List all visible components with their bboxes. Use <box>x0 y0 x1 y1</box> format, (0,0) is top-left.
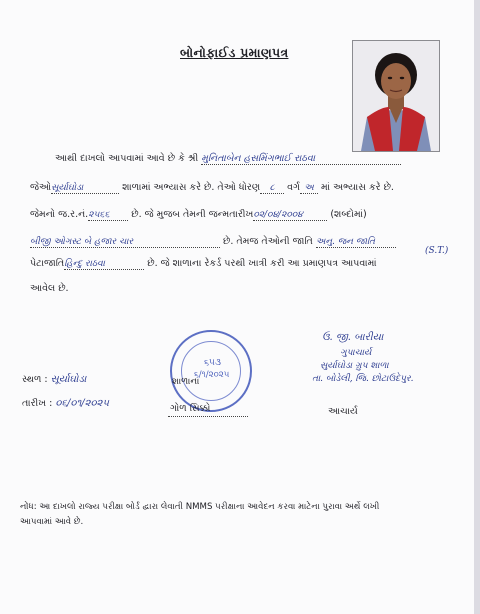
seal-caption-line <box>168 416 248 417</box>
dob-in-words: બીજી ઓગસ્ટ બે હજાર ચાર <box>30 237 220 248</box>
body-line-6: આવેલ છે. <box>30 283 69 294</box>
certificate-title: બોનોફાઈડ પ્રમાણપત્ર <box>180 45 289 60</box>
body-line-5 <box>30 258 377 270</box>
place-label: સ્થળ : <box>22 374 48 385</box>
school-seal <box>170 330 252 412</box>
date-of-birth: ૦૨/૦૪/૨૦૦૪ <box>253 210 327 221</box>
date-row <box>22 398 109 409</box>
school-name: સૂર્યાઘોડા <box>51 183 119 194</box>
seal-label: શાળાના <box>172 377 200 387</box>
line2-suffix: માં અભ્યાસ કરે છે. <box>321 182 394 193</box>
division-label: વર્ગ <box>287 182 300 193</box>
division-value: અ <box>300 183 318 194</box>
caste-note: (S.T.) <box>425 246 449 256</box>
seal-caption: ગોળ સિક્કો <box>170 403 211 414</box>
school-stamp-address: તા. બોડેલી, જિ. છોટાઉદેપુર. <box>312 374 414 384</box>
date-label: તારીખ : <box>22 398 53 409</box>
body-line-4 <box>30 236 396 248</box>
note-line-1: નોંધ: આ દાખલો રાજ્ય પરીક્ષા બોર્ડ દ્વારા લેવાતી NMMS પરીક્ષાના આવેદન કરવા માટેના પુરાવા અર્થે લખી <box>20 502 380 512</box>
subcaste-value: હિન્દુ રાઠવા <box>64 259 144 270</box>
date-value: ૦૬/૦૧/૨૦૨૫ <box>55 398 109 409</box>
acharya-label: આચાર્ય <box>328 406 358 417</box>
line2-mid: શાળામાં અભ્યાસ કરે છે. તેઓ ધોરણ <box>122 182 261 193</box>
line3-prefix: જેમનો જ.ર.નં. <box>30 209 89 220</box>
seal-number: ૬૫૩ <box>204 358 221 368</box>
note-line-2: આપવામાં આવે છે. <box>20 517 84 527</box>
standard-value: ૮ <box>260 183 284 194</box>
caste-value: અનુ. જન જાતિ <box>316 237 396 248</box>
student-portrait-image <box>353 41 439 151</box>
line4-mid: છે. તેમજ તેઓની જાતિ <box>223 236 313 247</box>
line5-prefix: પેટાજાતિ <box>30 258 65 269</box>
register-number: ૨૫૬૬ <box>88 210 128 221</box>
line5-suffix: છે. જે શાળાના રેકર્ડ પરથી ખાત્રી કરી આ પ્રમાણપત્ર આપવામાં <box>147 258 377 269</box>
student-photo <box>352 40 440 152</box>
place-value: સૂર્યાઘોડા <box>50 374 87 385</box>
body-line-1 <box>55 153 401 165</box>
place-row <box>22 374 86 385</box>
school-stamp-name: સુર્યાઘોડા ગ્રુપ શાળા <box>320 361 389 371</box>
line2-prefix: જેઓ <box>30 182 52 193</box>
principal-signature: ઉ. જી. બારીયા <box>322 332 384 343</box>
student-name: મુનિતાબેન હસમિંગભાઈ રાઠવા <box>201 153 401 165</box>
body-line-3 <box>30 209 367 221</box>
body-line-2 <box>30 182 394 194</box>
line1-prefix: આથી દાખલો આપવામાં આવે છે કે શ્રી <box>55 153 199 164</box>
line3-suffix: (શબ્દોમાં) <box>330 209 367 220</box>
principal-role-stamp: ગુપાચાર્ય <box>340 348 372 358</box>
seal-date: ૬/૧/૨૦૨૫ <box>194 370 230 380</box>
line3-mid: છે. જે મુજબ તેમની જન્મતારીખ <box>131 209 254 220</box>
